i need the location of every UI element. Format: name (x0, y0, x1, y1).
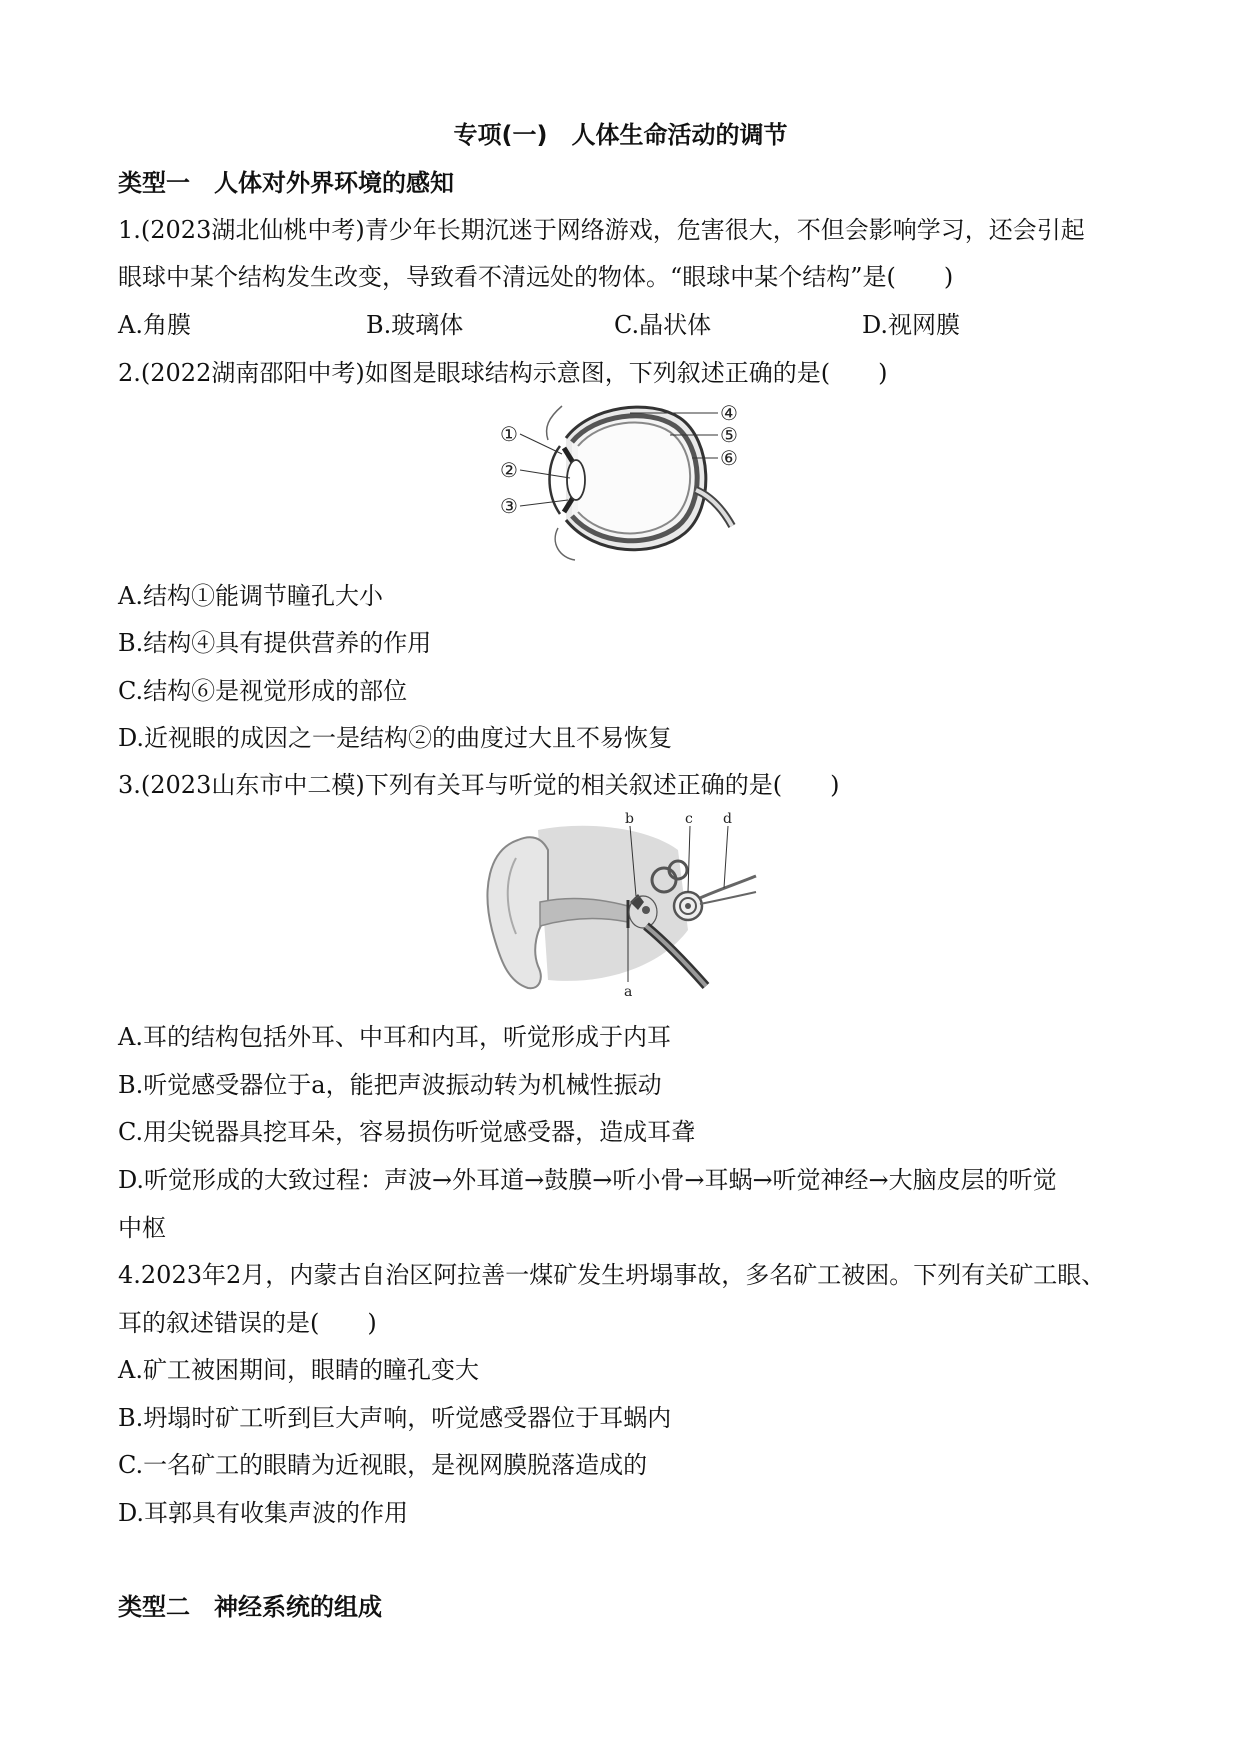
q2-stem: 2.(2022湖南邵阳中考)如图是眼球结构示意图，下列叙述正确的是( ) (118, 359, 888, 387)
q4-option-c: C.一名矿工的眼睛为近视眼，是视网膜脱落造成的 (118, 1451, 648, 1479)
page-title: 专项(一) 人体生命活动的调节 (453, 121, 788, 149)
q2-option-c: C.结构⑥是视觉形成的部位 (118, 677, 408, 705)
ear-label-b: b (625, 811, 634, 827)
q4-option-b: B.坍塌时矿工听到巨大声响，听觉感受器位于耳蜗内 (118, 1404, 672, 1432)
q4-stem-line2: 耳的叙述错误的是( ) (118, 1309, 377, 1337)
eye-label-1: ① (500, 422, 518, 446)
ear-structure-figure (478, 810, 758, 1000)
ear-label-a: a (624, 984, 633, 1000)
ear-leader-d (724, 826, 728, 888)
q1-option-d: D.视网膜 (862, 311, 961, 339)
section-heading-1: 类型一 人体对外界环境的感知 (118, 169, 454, 197)
q1-stem-line2: 眼球中某个结构发生改变，导致看不清远处的物体。“眼球中某个结构”是( ) (118, 263, 954, 291)
eye-label-2: ② (500, 458, 518, 482)
q3-option-c: C.用尖锐器具挖耳朵，容易损伤听觉感受器，造成耳聋 (118, 1118, 696, 1146)
q1-option-b: B.玻璃体 (366, 311, 464, 339)
q4-stem-line1: 4.2023年2月，内蒙古自治区阿拉善一煤矿发生坍塌事故，多名矿工被困。下列有关矿工眼、 (118, 1261, 1106, 1289)
ear-drawing (488, 826, 756, 988)
q1-option-a: A.角膜 (118, 311, 191, 339)
ear-label-c: c (685, 811, 693, 827)
leader-line-2 (520, 470, 570, 478)
eye-label-3: ③ (500, 494, 518, 518)
q3-option-a: A.耳的结构包括外耳、中耳和内耳，听觉形成于内耳 (118, 1023, 671, 1051)
section-heading-2: 类型二 神经系统的组成 (118, 1593, 382, 1621)
q2-option-a: A.结构①能调节瞳孔大小 (118, 582, 383, 610)
q4-option-a: A.矿工被困期间，眼睛的瞳孔变大 (118, 1356, 479, 1384)
q4-option-d: D.耳郭具有收集声波的作用 (118, 1499, 409, 1527)
ear-leader-c (688, 826, 690, 892)
q2-option-d: D.近视眼的成因之一是结构②的曲度过大且不易恢复 (118, 724, 673, 752)
q3-option-d: D.听觉形成的大致过程：声波→外耳道→鼓膜→听小骨→耳蜗→听觉神经→大脑皮层的听觉 (118, 1166, 1057, 1194)
eyeball-drawing (547, 406, 732, 560)
eye-label-6: ⑥ (720, 446, 738, 470)
eye-structure-figure (500, 398, 740, 563)
q2-option-b: B.结构④具有提供营养的作用 (118, 629, 432, 657)
q1-stem-line1: 1.(2023湖北仙桃中考)青少年长期沉迷于网络游戏，危害很大，不但会影响学习，还会引起 (118, 216, 1085, 244)
eye-label-4: ④ (720, 401, 738, 425)
leader-line-3 (520, 500, 568, 506)
q3-option-b: B.听觉感受器位于a，能把声波振动转为机械性振动 (118, 1071, 662, 1099)
q1-option-c: C.晶状体 (614, 311, 712, 339)
eye-label-5: ⑤ (720, 423, 738, 447)
ear-label-d: d (723, 811, 732, 827)
leader-line-1 (520, 434, 562, 454)
q3-stem: 3.(2023山东市中二模)下列有关耳与听觉的相关叙述正确的是( ) (118, 771, 840, 799)
q3-option-d-cont: 中枢 (118, 1214, 166, 1242)
